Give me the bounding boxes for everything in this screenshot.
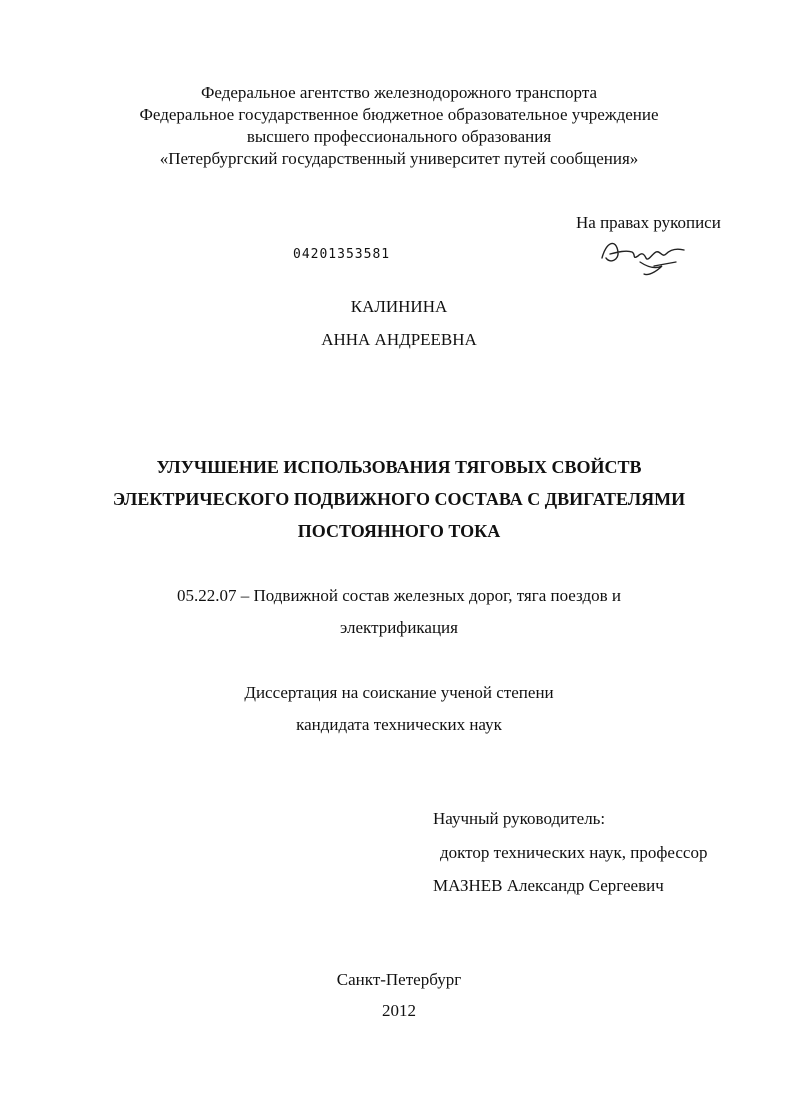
footer-year: 2012 [382, 1001, 416, 1020]
header-education-level: высшего профессионального образования [246, 127, 552, 146]
thesis-title-line-3: ПОСТОЯННОГО ТОКА [297, 521, 501, 541]
header-agency: Федеральное агентство железнодорожного транспорта [200, 83, 598, 102]
supervisor-title: доктор технических наук, профессор [440, 843, 708, 862]
author-surname: КАЛИНИНА [350, 297, 448, 316]
supervisor-name: МАЗНЕВ Александр Сергеевич [433, 876, 664, 895]
specialty-line-2: электрификация [340, 618, 458, 637]
author-given-names: АННА АНДРЕЕВНА [321, 330, 477, 349]
catalog-number: 04201353581 [293, 247, 391, 262]
handwritten-signature [596, 232, 692, 280]
header-university-name: «Петербургский государственный университет путей сообщения» [159, 149, 639, 168]
manuscript-note: На правах рукописи [576, 213, 721, 232]
specialty-line-1: 05.22.07 – Подвижной состав железных дорог, тяга поездов и [176, 586, 621, 605]
degree-line-1: Диссертация на соискание ученой степени [244, 683, 554, 702]
supervisor-label: Научный руководитель: [433, 809, 606, 828]
footer-city: Санкт-Петербург [336, 970, 462, 989]
degree-line-2: кандидата технических наук [296, 715, 502, 734]
header-institution-type: Федеральное государственное бюджетное образовательное учреждение [139, 105, 659, 124]
thesis-title-line-1: УЛУЧШЕНИЕ ИСПОЛЬЗОВАНИЯ ТЯГОВЫХ СВОЙСТВ [156, 457, 642, 477]
thesis-title-line-2: ЭЛЕКТРИЧЕСКОГО ПОДВИЖНОГО СОСТАВА С ДВИГАТЕЛЯМИ [112, 489, 686, 509]
